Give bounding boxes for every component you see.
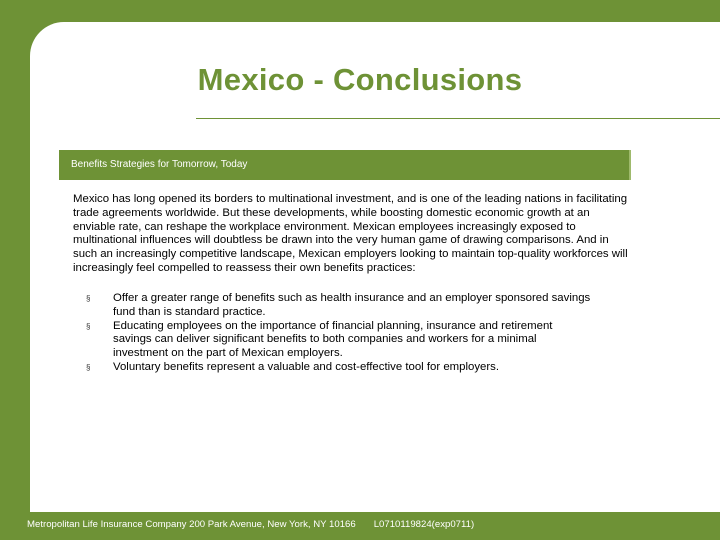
footer xyxy=(27,519,474,530)
footer-company: Metropolitan Life Insurance Company 200 Park Avenue, New York, NY 10166 xyxy=(27,519,356,530)
footer-code: L0710119824(exp0711) xyxy=(373,519,475,530)
bullet-marker-icon: § xyxy=(86,362,91,372)
section-banner xyxy=(59,150,631,180)
title-divider xyxy=(196,118,720,119)
bullet-text: Educating employees on the importance of financial planning, insurance and retirement savings can deliver significant benefits to both companies and workers for a minimal investment on the part of Mexican employers. xyxy=(113,319,553,360)
bullet-marker-icon: § xyxy=(86,321,91,331)
bullet-list xyxy=(73,292,593,375)
bullet-item-2 xyxy=(73,320,593,361)
bullet-text: Offer a greater range of benefits such as health insurance and an employer sponsored savings fund than is standard practice. xyxy=(113,292,591,318)
bullet-item-3 xyxy=(73,361,593,375)
slide-title: Mexico - Conclusions xyxy=(197,62,523,97)
bullet-item-1 xyxy=(73,292,593,320)
bullet-text: Voluntary benefits represent a valuable and cost-effective tool for employers. xyxy=(113,360,500,373)
bullet-marker-icon: § xyxy=(86,294,91,303)
banner-text: Benefits Strategies for Tomorrow, Today xyxy=(71,159,248,170)
body-paragraph: Mexico has long opened its borders to multinational investment, and is one of the leading nations in facilitating trade agreements worldwide. But these developments, while boosting domestic economic growth at an enviable rate, can reshape the workplace environment. Mexican employees increasingly exposed to multinational influences will doubtless be drawn into the very human game of drawing comparisons. And in such an increasingly competitive landscape, Mexican employers looking to maintain top-quality workforces will increasingly feel compelled to reassess their own benefits practices: xyxy=(73,193,628,274)
